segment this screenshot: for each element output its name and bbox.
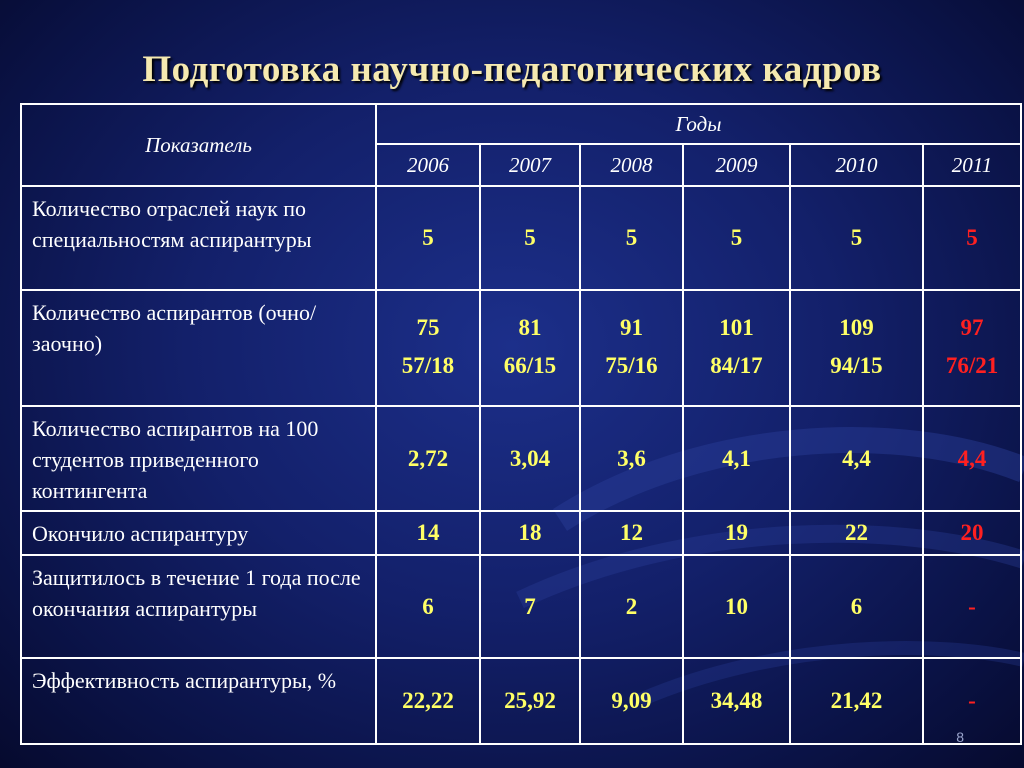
year-header: 2007 bbox=[480, 144, 580, 186]
value-split: 75/16 bbox=[605, 353, 658, 378]
cell-value: 6 bbox=[790, 555, 923, 658]
value-total: 75 bbox=[416, 315, 440, 340]
row-label: Эффективность аспирантуры, % bbox=[21, 658, 376, 744]
cell-value: 4,4 bbox=[923, 406, 1021, 511]
year-header: 2010 bbox=[790, 144, 923, 186]
table-row bbox=[21, 555, 1021, 658]
row-label: Количество аспирантов на 100 студентов приведенного контингента bbox=[21, 406, 376, 511]
year-header: 2006 bbox=[376, 144, 480, 186]
indicator-header: Показатель bbox=[21, 104, 376, 186]
year-header: 2011 bbox=[923, 144, 1021, 186]
value-split: 57/18 bbox=[401, 353, 455, 378]
row-label: Окончило аспирантуру bbox=[21, 511, 376, 555]
row-label: Количество отраслей наук по специальностям аспирантуры bbox=[21, 186, 376, 290]
year-header: 2009 bbox=[683, 144, 790, 186]
cell-value: 5 bbox=[790, 186, 923, 290]
cell-value: 25,92 bbox=[480, 658, 580, 744]
row-label: Количество аспирантов (очно/заочно) bbox=[21, 290, 376, 406]
cell-value: 5 bbox=[580, 186, 683, 290]
value-split: 66/15 bbox=[503, 353, 557, 378]
cell-value: 22,22 bbox=[376, 658, 480, 744]
cell-value bbox=[580, 290, 683, 406]
cell-value: 2 bbox=[580, 555, 683, 658]
cell-value: 7 bbox=[480, 555, 580, 658]
cell-value: 22 bbox=[790, 511, 923, 555]
cell-value bbox=[683, 290, 790, 406]
cell-value: 2,72 bbox=[376, 406, 480, 511]
cell-value: - bbox=[923, 658, 1021, 744]
years-header: Годы bbox=[376, 104, 1021, 144]
cell-value: 34,48 bbox=[683, 658, 790, 744]
data-table bbox=[20, 103, 1022, 745]
value-total: 101 bbox=[719, 315, 754, 340]
row-label: Защитилось в течение 1 года после окончания аспирантуры bbox=[21, 555, 376, 658]
cell-value bbox=[790, 290, 923, 406]
cell-value: 6 bbox=[376, 555, 480, 658]
table-row bbox=[21, 290, 1021, 406]
cell-value bbox=[480, 290, 580, 406]
value-total: 109 bbox=[839, 315, 874, 340]
cell-value: 5 bbox=[480, 186, 580, 290]
cell-value: - bbox=[923, 555, 1021, 658]
cell-value: 3,6 bbox=[580, 406, 683, 511]
header-row bbox=[21, 104, 1021, 144]
value-total: 81 bbox=[518, 315, 542, 340]
value-split: 76/21 bbox=[945, 353, 999, 378]
cell-value bbox=[376, 290, 480, 406]
cell-value: 20 bbox=[923, 511, 1021, 555]
cell-value bbox=[923, 290, 1021, 406]
cell-value: 18 bbox=[480, 511, 580, 555]
cell-value: 4,1 bbox=[683, 406, 790, 511]
year-header: 2008 bbox=[580, 144, 683, 186]
table-row bbox=[21, 186, 1021, 290]
cell-value: 12 bbox=[580, 511, 683, 555]
cell-value: 21,42 bbox=[790, 658, 923, 744]
cell-value: 10 bbox=[683, 555, 790, 658]
table-row bbox=[21, 658, 1021, 744]
cell-value: 5 bbox=[923, 186, 1021, 290]
cell-value: 14 bbox=[376, 511, 480, 555]
cell-value: 9,09 bbox=[580, 658, 683, 744]
cell-value: 19 bbox=[683, 511, 790, 555]
slide-number: 8 bbox=[956, 729, 964, 745]
value-split: 94/15 bbox=[830, 353, 883, 378]
cell-value: 5 bbox=[376, 186, 480, 290]
table-row bbox=[21, 406, 1021, 511]
value-split: 84/17 bbox=[710, 353, 763, 378]
cell-value: 3,04 bbox=[480, 406, 580, 511]
value-total: 91 bbox=[620, 315, 643, 340]
slide-title: Подготовка научно-педагогических кадров bbox=[142, 49, 882, 90]
table-row bbox=[21, 511, 1021, 555]
cell-value: 4,4 bbox=[790, 406, 923, 511]
cell-value: 5 bbox=[683, 186, 790, 290]
value-total: 97 bbox=[960, 315, 984, 340]
